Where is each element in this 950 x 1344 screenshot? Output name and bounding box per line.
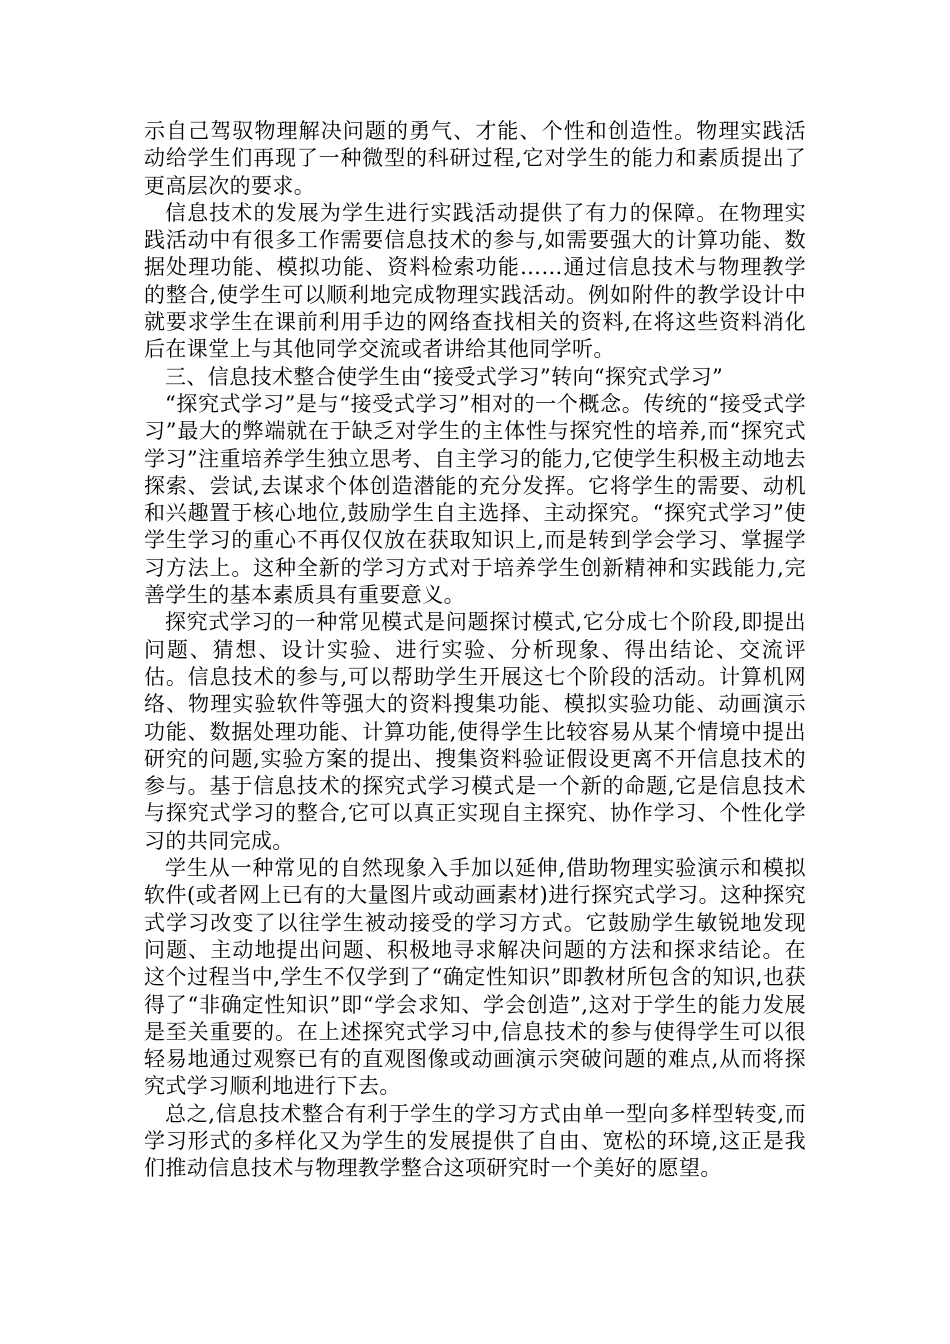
paragraph-inquiry-learning-concept: “探究式学习”是与“接受式学习”相对的一个概念。传统的“接受式学习”最大的弊端就在于缺乏对学生的主体性与探究性的培养,而“探究式学习”注重培养学生独立思考、自主学习的能力,它使学生积极主动地去探索、尝试,去谋求个体创造潜能的充分发挥。它将学生的需要、动机和兴趣置于核心地位,鼓励学生自主选择、主动探究。“探究式学习”使学生学习的重心不再仅仅放在获取知识上,而是转到学会学习、掌握学习方法上。这种全新的学习方式对于培养学生创新精神和实践能力,完善学生的基本素质具有重要意义。 <box>144 391 806 608</box>
document-page <box>144 118 806 1183</box>
paragraph-inquiry-model: 探究式学习的一种常见模式是问题探讨模式,它分成七个阶段,即提出问题、猜想、设计实验、进行实验、分析现象、得出结论、交流评估。信息技术的参与,可以帮助学生开展这七个阶段的活动。计算机网络、物理实验软件等强大的资料搜集功能、模拟实验功能、动画演示功能、数据处理功能、计算功能,使得学生比较容易从某个情境中提出研究的问题,实验方案的提出、搜集资料验证假设更离不开信息技术的参与。基于信息技术的探究式学习模式是一个新的命题,它是信息技术与探究式学习的整合,它可以真正实现自主探究、协作学习、个性化学习的共同完成。 <box>144 610 806 853</box>
paragraph-continuation: 示自己驾驭物理解决问题的勇气、才能、个性和创造性。物理实践活动给学生们再现了一种微型的科研过程,它对学生的能力和素质提出了更高层次的要求。 <box>144 119 806 198</box>
paragraph-conclusion: 总之,信息技术整合有利于学生的学习方式由单一型向多样型转变,而学习形式的多样化又为学生的发展提供了自由、宽松的环境,这正是我们推动信息技术与物理教学整合这项研究时一个美好的愿望。 <box>144 1101 806 1181</box>
paragraph-natural-phenomenon: 学生从一种常见的自然现象入手加以延伸,借助物理实验演示和模拟软件(或者网上已有的大量图片或动画素材)进行探究式学习。这种探究式学习改变了以往学生被动接受的学习方式。它鼓励学生敏锐地发现问题、主动地提出问题、积极地寻求解决问题的方法和探求结论。在这个过程当中,学生不仅学到了“确定性知识”即教材所包含的知识,也获得了“非确定性知识”即“学会求知、学会创造”,这对于学生的能力发展是至关重要的。在上述探究式学习中,信息技术的参与使得学生可以很轻易地通过观察已有的直观图像或动画演示突破问题的难点,从而将探究式学习顺利地进行下去。 <box>144 856 806 1099</box>
section-heading-3: 三、信息技术整合使学生由“接受式学习”转向“探究式学习” <box>165 364 724 389</box>
paragraph-info-tech-support: 信息技术的发展为学生进行实践活动提供了有力的保障。在物理实践活动中有很多工作需要信息技术的参与,如需要强大的计算功能、数据处理功能、模拟功能、资料检索功能……通过信息技术与物理教学的整合,使学生可以顺利地完成物理实践活动。例如附件的教学设计中就要求学生在课前利用手边的网络查找相关的资料,在将这些资料消化后在课堂上与其他同学交流或者讲给其他同学听。 <box>144 200 806 362</box>
